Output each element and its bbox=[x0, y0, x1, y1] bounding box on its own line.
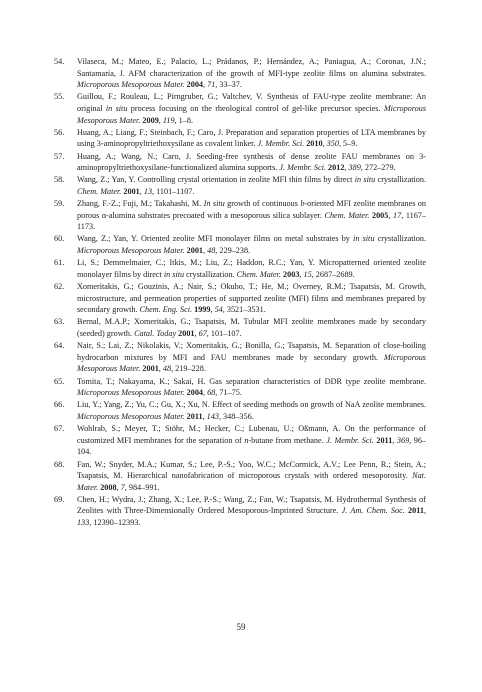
reference-year: 2011 bbox=[408, 506, 424, 516]
reference-text: , bbox=[203, 388, 208, 398]
reference-text: , bbox=[158, 115, 163, 125]
reference-number: 59. bbox=[54, 199, 65, 209]
reference-text: , bbox=[388, 210, 393, 220]
reference-text: -oriented MFI zeolite membranes on porous α-alumina substrates precoated with a mesoporous silica sublayer. bbox=[77, 199, 426, 220]
reference-text: , 33–37. bbox=[215, 80, 242, 90]
reference-text: , 101–107. bbox=[206, 329, 242, 338]
reference-number: 58. bbox=[54, 175, 65, 185]
reference-text: , bbox=[299, 269, 304, 279]
reference-italic-text: 350 bbox=[326, 139, 339, 149]
reference-text: Wohlrab, S.; Meyer, T.; Stöhr, M.; Hecker, C.; Lubenau, U.; Oßmann, A. On the performance of customized MFI membranes for the separation of bbox=[77, 424, 426, 445]
reference-italic-text: 67 bbox=[198, 329, 207, 338]
reference-italic-text: n bbox=[244, 435, 249, 445]
reference-item bbox=[54, 151, 426, 174]
reference-italic-text: J. Membr. Sci. bbox=[326, 435, 374, 445]
reference-item bbox=[54, 459, 426, 494]
reference-number: 65. bbox=[54, 376, 65, 386]
page-number: 59 bbox=[236, 622, 246, 632]
reference-text: , 229–238. bbox=[215, 246, 251, 256]
reference-italic-text: Microporous Mesoporous Mater. bbox=[77, 352, 426, 374]
reference-italic-text: Microporous Mesoporous Mater. bbox=[77, 103, 427, 125]
reference-text: , 984–991. bbox=[124, 482, 160, 492]
reference-italic-text: 68 bbox=[207, 388, 216, 398]
reference-italic-text: 48 bbox=[207, 246, 216, 256]
reference-italic-text: J. Membr. Sci. bbox=[257, 139, 305, 149]
reference-italic-text: Microporous Mesoporous Mater. bbox=[77, 246, 185, 256]
reference-number: 66. bbox=[54, 400, 65, 410]
reference-italic-text: Chem. Eng. Sci. bbox=[139, 305, 193, 315]
reference-text: Tomita, T.; Nakayama, K.; Sakai, H. Gas separation characteristics of DDR type zeolite membrane. bbox=[77, 376, 426, 386]
reference-text: crystallization. bbox=[374, 234, 426, 244]
reference-italic-text: 13 bbox=[143, 186, 153, 196]
reference-text: , bbox=[203, 246, 208, 256]
reference-item bbox=[54, 91, 426, 126]
reference-text: Guillou, F.; Rouleau, L.; Pirngruber, G.; Valtchev, V. Synthesis of FAU-type zeolite membrane: An original bbox=[77, 92, 426, 113]
reference-text: , 1167–1173. bbox=[77, 210, 426, 232]
reference-item bbox=[54, 423, 426, 458]
reference-number: 61. bbox=[54, 258, 65, 268]
reference-text: Huang, A.; Liang, F.; Steinbach, F.; Caro, J. Preparation and separation properties of LTA membranes by using 3-aminopropyltriethoxysilane as covalent linker. bbox=[77, 127, 426, 149]
reference-italic-text: 7 bbox=[120, 482, 125, 492]
reference-item bbox=[54, 56, 426, 91]
reference-item bbox=[54, 399, 426, 422]
reference-year: 2010 bbox=[306, 139, 323, 149]
reference-italic-text: 143 bbox=[206, 411, 219, 421]
reference-year: 1999 bbox=[194, 305, 211, 315]
reference-item bbox=[54, 233, 426, 256]
reference-italic-text: 71 bbox=[207, 80, 216, 90]
reference-text: , bbox=[210, 305, 215, 315]
reference-text: , bbox=[194, 329, 199, 338]
reference-italic-text: Chem. Mater. bbox=[236, 269, 281, 279]
reference-year: 2001 bbox=[123, 186, 140, 196]
reference-text: , 1101–1107. bbox=[152, 186, 195, 196]
reference-number: 62. bbox=[54, 282, 65, 292]
reference-text: Xomeritakis, G.; Gouzinis, A.; Nair, S.; Okubo, T.; He, M.; Overney, R.M.; Tsapatsis, M. Growth, microstructure, and permeation properties of supported zeolite (MFI) films and membranes prepared by secondary growth. bbox=[77, 282, 426, 315]
reference-text: , 5–9. bbox=[338, 139, 358, 149]
reference-italic-text: 17 bbox=[393, 210, 402, 220]
reference-italic-text: 54 bbox=[214, 305, 223, 315]
reference-year: 2009 bbox=[142, 115, 159, 125]
reference-text: , 1–8. bbox=[174, 115, 193, 125]
reference-text: Wang, Z.; Yan, Y. Controlling crystal orientation in zeolite MFI thin films by direct bbox=[77, 175, 355, 185]
reference-year: 2005 bbox=[371, 210, 389, 220]
reference-text: crystallization. bbox=[184, 269, 237, 279]
reference-italic-text: Microporous Mesoporous Mater. bbox=[77, 388, 185, 398]
reference-number: 68. bbox=[54, 459, 65, 469]
reference-item bbox=[54, 174, 426, 197]
reference-text: , 71–75. bbox=[215, 388, 242, 398]
reference-year: 2001 bbox=[186, 246, 203, 256]
reference-italic-text: In situ bbox=[203, 199, 225, 209]
reference-italic-text: Microporous Mesoporous Mater. bbox=[77, 80, 185, 90]
reference-year: 2008 bbox=[100, 482, 117, 492]
reference-text: , bbox=[344, 163, 349, 173]
reference-year: 2011 bbox=[186, 411, 203, 421]
reference-text: Chen, H.; Wydra, J.; Zhang, X.; Lee, P.-S.; Wang, Z.; Fan, W.; Tsapatsis, M. Hydrothermal Synthesis of Zeolites with Three-Dimensionally Ordered Mesoporous-Imprinted Structure. bbox=[77, 494, 426, 516]
reference-italic-text: in situ bbox=[353, 234, 375, 244]
reference-year: 2003 bbox=[283, 269, 300, 279]
reference-text: , 219–228. bbox=[171, 364, 206, 374]
reference-italic-text: b bbox=[300, 199, 305, 209]
reference-year: 2011 bbox=[376, 435, 393, 445]
reference-italic-text: Chem. Mater. bbox=[324, 210, 370, 220]
reference-number: 64. bbox=[54, 341, 65, 351]
reference-year: 2012 bbox=[328, 163, 345, 173]
reference-item bbox=[54, 198, 426, 233]
reference-number: 55. bbox=[54, 92, 65, 102]
reference-item bbox=[54, 494, 426, 529]
reference-text: , bbox=[202, 411, 207, 421]
reference-number: 54. bbox=[54, 57, 65, 66]
reference-text: , bbox=[392, 435, 397, 445]
reference-text: , bbox=[158, 364, 163, 374]
reference-text: , 348–356. bbox=[218, 411, 254, 421]
reference-text: Zhang, F.-Z.; Fuji, M.; Takahashi, M. bbox=[77, 199, 204, 209]
reference-italic-text: in situ bbox=[163, 269, 185, 279]
reference-text: Nair, S.; Lai, Z.; Nikolakis, V.; Xomeritakis, G.; Bonilla, G.; Tsapatsis, M. Separation of close-boiling hydrocarbon mixtures by MFI and FAU membranes made by secondary growth. bbox=[77, 341, 426, 362]
reference-text: Li, S.; Demmelmaier, C.; Itkis, M.; Liu, Z.; Haddon, R.C.; Yan, Y. Micropatterned oriented zeolite monolayer films by direct bbox=[77, 258, 426, 279]
reference-italic-text: Microporous Mesoporous Mater. bbox=[77, 411, 185, 421]
reference-text: Fan, W.; Snyder, M.A.; Kumar, S.; Lee, P.-S.; Yoo, W.C.; McCormick, A.V.; Lee Penn, R.; Stein, A.; Tsapatsis, M. Hierarchical nanofabrication of microporous crystals with ordered mesoporosity. bbox=[77, 459, 426, 481]
reference-item bbox=[54, 127, 426, 150]
reference-text: , bbox=[322, 139, 327, 149]
reference-item bbox=[54, 316, 426, 339]
reference-italic-text: 369 bbox=[396, 435, 410, 445]
reference-italic-text: 15 bbox=[303, 269, 312, 279]
reference-text: Huang, A.; Wang, N.; Caro, J. Seeding-free synthesis of dense zeolite FAU membranes on 3-aminopropyltriethoxysilane-functionalized alumina supports. bbox=[77, 151, 426, 173]
reference-italic-text: Catal. Today bbox=[134, 329, 177, 338]
reference-text: , 96–104. bbox=[77, 435, 427, 457]
reference-text: , 2687–2689. bbox=[311, 269, 355, 279]
reference-year: 2001 bbox=[142, 364, 159, 374]
reference-italic-text: J. Am. Chem. Soc. bbox=[341, 506, 405, 516]
reference-number: 60. bbox=[54, 234, 65, 244]
reference-italic-text: Chem. Mater. bbox=[77, 186, 122, 196]
reference-text: Bernal, M.A.P.; Xomeritakis, G.; Tsapatsis, M. Tubular MFI zeolite membranes made by secondary (seeded) growth. bbox=[77, 317, 426, 338]
reference-year: 2004 bbox=[186, 388, 203, 398]
reference-text: , bbox=[203, 80, 208, 90]
reference-number: 63. bbox=[54, 317, 65, 327]
reference-italic-text: 119 bbox=[162, 115, 175, 125]
reference-number: 57. bbox=[54, 151, 65, 161]
reference-year: 2001 bbox=[178, 329, 195, 338]
reference-text: , 272–279. bbox=[360, 163, 396, 173]
reference-item bbox=[54, 340, 426, 375]
reference-number: 56. bbox=[54, 127, 65, 137]
reference-text: , bbox=[139, 186, 144, 196]
reference-text: crystallization. bbox=[375, 175, 426, 185]
reference-text: , 12390–12393. bbox=[89, 518, 141, 528]
reference-year: 2004 bbox=[186, 80, 203, 90]
reference-text: , bbox=[423, 506, 427, 516]
reference-item bbox=[54, 376, 426, 399]
reference-text: process focusing on the rheological control of gel-like precursor species. bbox=[127, 103, 384, 113]
reference-text: -butane from methane. bbox=[248, 435, 327, 445]
reference-number: 67. bbox=[54, 424, 65, 434]
reference-list bbox=[54, 56, 426, 529]
reference-text: Wang, Z.; Yan, Y. Oriented zeolite MFI monolayer films on metal substrates by bbox=[77, 234, 354, 244]
reference-text: , bbox=[116, 482, 121, 492]
reference-item bbox=[54, 281, 426, 316]
reference-item bbox=[54, 257, 426, 280]
reference-number: 69. bbox=[54, 494, 65, 504]
reference-italic-text: 48 bbox=[162, 364, 172, 374]
reference-italic-text: 133 bbox=[77, 518, 90, 528]
reference-italic-text: 389 bbox=[348, 163, 361, 173]
reference-italic-text: Nat. Mater. bbox=[77, 471, 426, 492]
reference-text: Vilaseca, M.; Mateo, E.; Palacio, L.; Prádanos, P.; Hernández, A.; Paniagua, A.; Coronas, J.N.; Santamaría, J. AFM characterization of the growth of MFI-type zeolite films on alumina substrates. bbox=[77, 57, 426, 78]
reference-text: , 3521–3531. bbox=[222, 305, 266, 315]
reference-italic-text: in situ bbox=[354, 175, 376, 185]
reference-italic-text: in situ bbox=[105, 103, 128, 113]
reference-text: growth of continuous bbox=[224, 199, 301, 209]
reference-text: Liu, Y.; Yang, Z.; Yu, C.; Gu, X.; Xu, N. Effect of seeding methods on growth of NaA zeolite membranes. bbox=[77, 400, 426, 410]
reference-italic-text: J. Membr. Sci. bbox=[279, 163, 326, 173]
